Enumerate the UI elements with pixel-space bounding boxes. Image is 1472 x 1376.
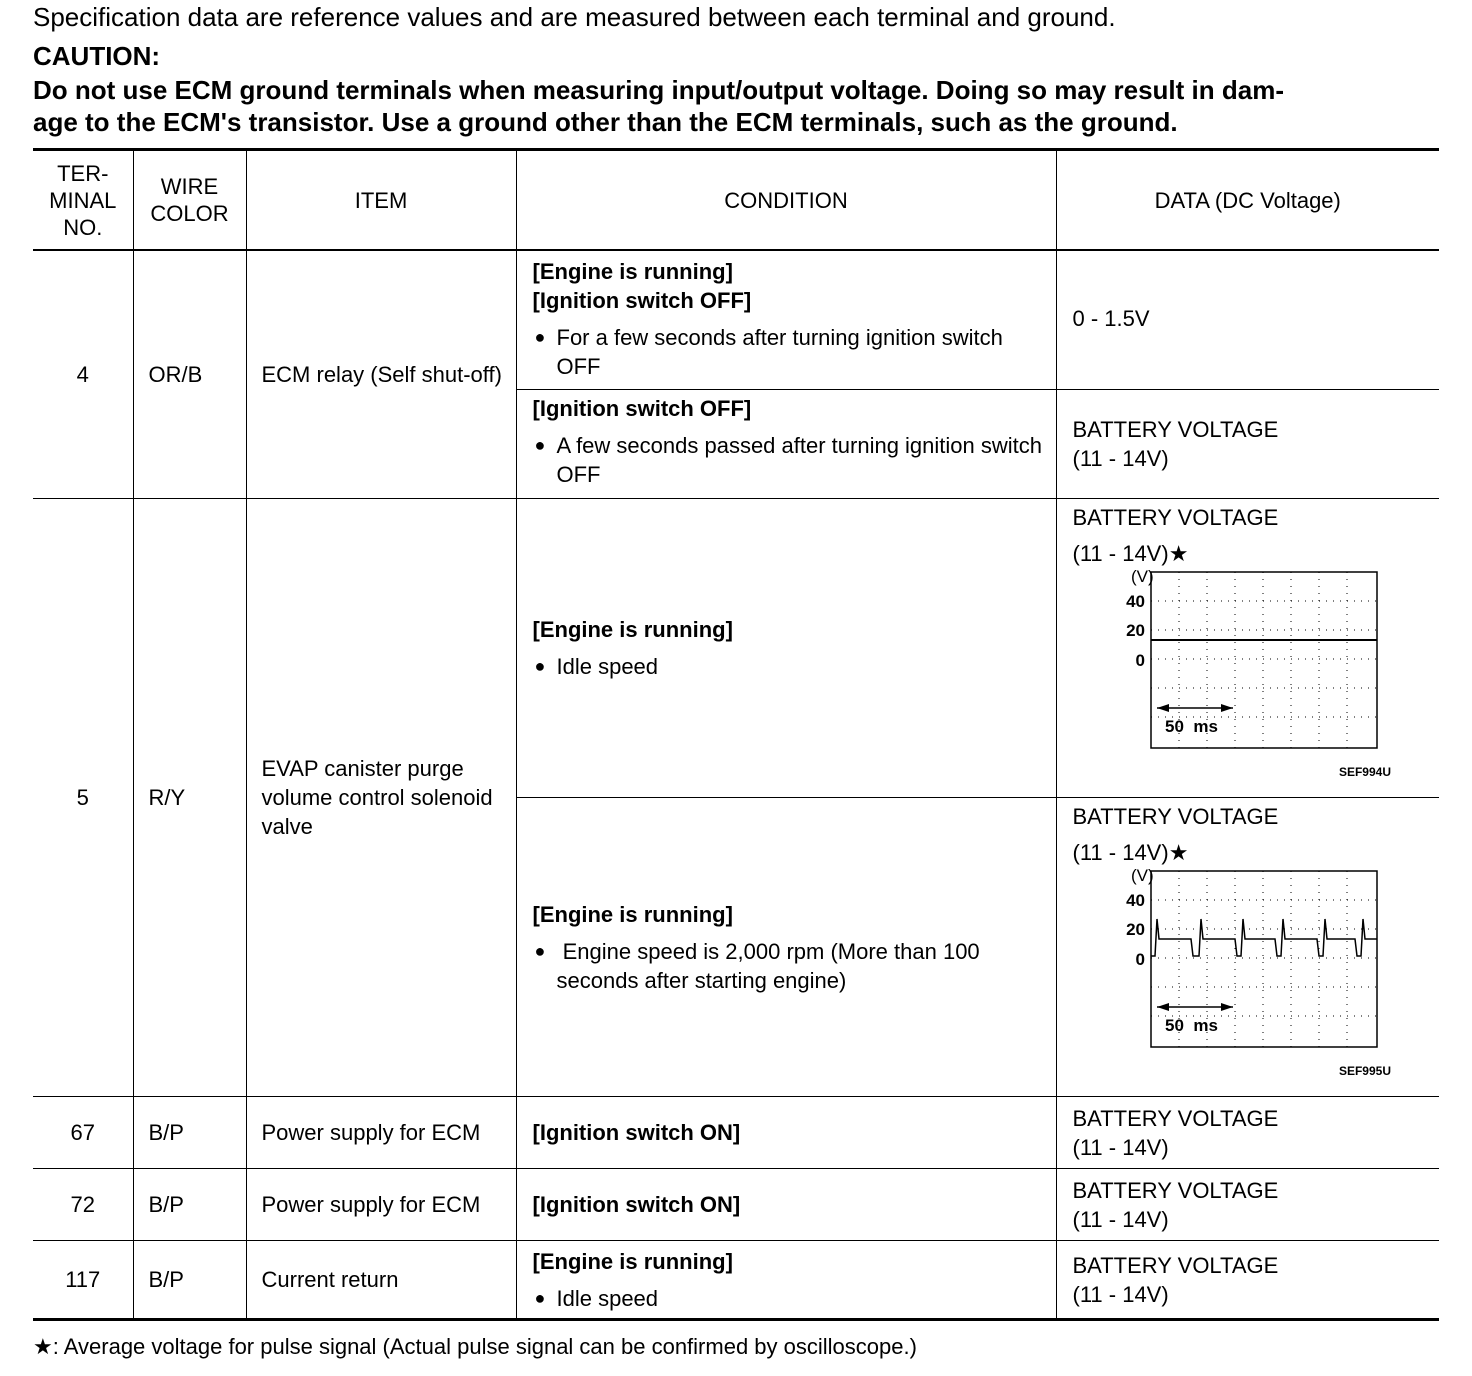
condition-bullet <box>533 431 1046 489</box>
terminal-number: 4 <box>33 250 133 499</box>
data-cell <box>1056 390 1439 499</box>
condition-bullet <box>533 652 1046 681</box>
caution-line-2: age to the ECM's transistor. Use a ground other than the ECM terminals, such as the ground. <box>33 107 1178 137</box>
header-terminal <box>33 150 133 251</box>
condition-state: [Ignition switch ON] <box>516 1169 1056 1241</box>
bullet-icon: ● <box>534 327 546 347</box>
data-value: 0 - 1.5V <box>1072 305 1150 331</box>
y-tick-0: 0 <box>1135 651 1145 670</box>
bullet-icon: ● <box>534 1287 546 1308</box>
bullet-icon: ● <box>534 435 546 455</box>
wire-color: B/P <box>133 1169 246 1241</box>
data-value: BATTERY VOLTAGE <box>1072 1252 1279 1278</box>
table-row <box>33 499 1439 798</box>
data-value: BATTERY VOLTAGE <box>1072 1105 1279 1131</box>
data-cell <box>1056 1169 1439 1241</box>
wire-color: B/P <box>133 1241 246 1320</box>
data-value-range <box>1073 838 1440 867</box>
condition-state: [Ignition switch OFF] <box>532 288 752 313</box>
item-text: Power supply for ECM <box>246 1097 516 1169</box>
header-wire-color <box>133 150 246 251</box>
header-terminal-line1: TER- <box>57 160 109 186</box>
bullet-icon: ● <box>534 656 546 676</box>
header-condition: CONDITION <box>516 150 1056 251</box>
data-value: BATTERY VOLTAGE <box>1072 505 1279 530</box>
y-tick-0: 0 <box>1135 950 1145 969</box>
footnote <box>33 1334 917 1360</box>
header-wire-line2: COLOR <box>150 201 229 226</box>
data-value-range: (11 - 14V) <box>1072 446 1169 471</box>
scope-pulse-trace <box>1151 919 1377 956</box>
condition-cell <box>516 250 1056 390</box>
table-row <box>33 250 1439 390</box>
wire-color: OR/B <box>133 250 246 499</box>
condition-cell <box>516 798 1056 1097</box>
y-tick-40: 40 <box>1125 592 1145 611</box>
figure-code: SEF995U <box>1338 1064 1391 1078</box>
y-tick-20: 20 <box>1125 621 1145 640</box>
star-icon: ★ <box>33 1334 53 1359</box>
star-icon: ★ <box>1168 541 1189 566</box>
condition-bullet-text: Idle speed <box>556 654 659 679</box>
header-data: DATA (DC Voltage) <box>1056 150 1439 251</box>
header-row <box>33 150 1439 251</box>
time-arrow-right <box>1221 1003 1233 1011</box>
time-scale-label: 50 ms <box>1164 717 1218 736</box>
time-scale-label: 50 ms <box>1164 1016 1218 1035</box>
item-text: ECM relay (Self shut-off) <box>246 250 516 499</box>
header-wire-line1: WIRE <box>160 174 219 199</box>
data-cell <box>1056 499 1439 798</box>
condition-state: [Ignition switch OFF] <box>532 396 752 421</box>
intro-text: Specification data are reference values and are measured between each terminal and ground. <box>33 2 1116 32</box>
data-cell <box>1056 1097 1439 1169</box>
condition-bullet-text: For a few seconds after turning ignition switch OFF <box>556 325 1003 379</box>
table-row <box>33 1241 1439 1320</box>
item-text: EVAP canister purge volume control solenoid valve <box>246 499 516 1097</box>
condition-state: [Engine is running] <box>532 1248 733 1274</box>
terminal-number: 5 <box>33 499 133 1097</box>
condition-state: [Engine is running] <box>532 901 733 927</box>
caution-body <box>33 74 1443 138</box>
oscilloscope-2000rpm <box>1073 867 1443 1077</box>
data-value-range <box>1073 539 1440 568</box>
bullet-icon: ● <box>534 940 546 961</box>
data-value: BATTERY VOLTAGE <box>1072 417 1279 442</box>
oscilloscope-2000rpm-graph <box>1073 867 1413 1082</box>
table-row <box>33 1097 1439 1169</box>
data-value-range: (11 - 14V) <box>1072 1206 1169 1232</box>
caution-heading: CAUTION: <box>33 41 161 71</box>
oscilloscope-idle-graph <box>1073 568 1413 783</box>
time-arrow-left <box>1157 1003 1169 1011</box>
y-tick-20: 20 <box>1125 920 1145 939</box>
time-arrow-right <box>1221 704 1233 712</box>
condition-bullet-text: A few seconds passed after turning ignition switch OFF <box>556 433 1042 487</box>
unit-label: (V) <box>1130 867 1154 885</box>
terminal-number: 67 <box>33 1097 133 1169</box>
condition-state: [Ignition switch ON] <box>516 1097 1056 1169</box>
footnote-text: : Average voltage for pulse signal (Actual pulse signal can be confirmed by oscilloscope.) <box>52 1334 917 1359</box>
condition-cell <box>516 1241 1056 1320</box>
header-terminal-line3: NO. <box>63 214 103 240</box>
condition-bullet-text: Idle speed <box>556 1285 659 1311</box>
data-cell <box>1056 250 1439 390</box>
terminal-number: 117 <box>65 1266 101 1292</box>
condition-bullet <box>533 1284 1046 1313</box>
unit-label: (V) <box>1130 568 1154 586</box>
y-tick-40: 40 <box>1125 891 1145 910</box>
wire-color: B/P <box>133 1097 246 1169</box>
condition-cell <box>516 499 1056 798</box>
header-terminal-line2: MINAL <box>49 187 117 213</box>
data-value-range: (11 - 14V) <box>1072 1134 1169 1160</box>
data-range-text: (11 - 14V) <box>1072 840 1169 865</box>
condition-state: [Engine is running] <box>532 259 733 284</box>
condition-cell <box>516 390 1056 499</box>
time-arrow-left <box>1157 704 1169 712</box>
wire-color: R/Y <box>133 499 246 1097</box>
item-text: Current return <box>246 1241 516 1320</box>
header-item: ITEM <box>246 150 516 251</box>
item-text: Power supply for ECM <box>246 1169 516 1241</box>
caution-line-1: Do not use ECM ground terminals when measuring input/output voltage. Doing so may result in dam- <box>33 75 1284 105</box>
data-value-range: (11 - 14V) <box>1072 1281 1169 1307</box>
data-cell <box>1056 798 1439 1097</box>
figure-code: SEF994U <box>1338 765 1391 779</box>
condition-bullet <box>533 323 1046 381</box>
oscilloscope-idle <box>1073 568 1443 778</box>
terminal-number: 72 <box>33 1169 133 1241</box>
data-value: BATTERY VOLTAGE <box>1072 804 1279 829</box>
data-range-text: (11 - 14V) <box>1072 541 1169 566</box>
data-value: BATTERY VOLTAGE <box>1072 1177 1279 1203</box>
data-cell <box>1056 1241 1439 1320</box>
condition-bullet-text: Engine speed is 2,000 rpm (More than 100 seconds after starting engine) <box>556 938 986 993</box>
condition-state: [Engine is running] <box>532 617 733 642</box>
star-icon: ★ <box>1168 840 1189 865</box>
terminal-spec-table <box>33 148 1439 1321</box>
condition-bullet <box>533 937 1046 995</box>
table-row <box>33 1169 1439 1241</box>
